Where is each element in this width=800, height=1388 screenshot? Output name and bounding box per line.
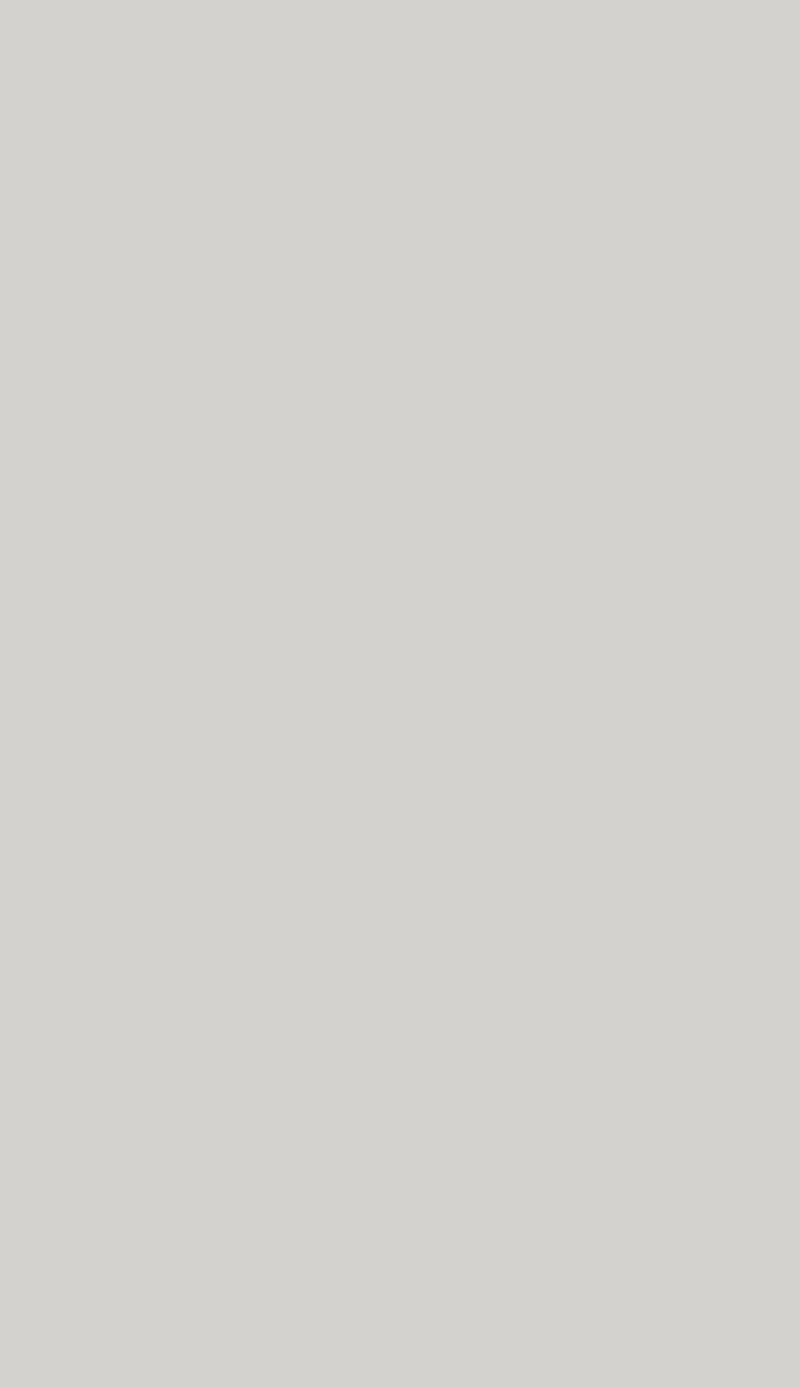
- statistics-table: [0, 140, 800, 206]
- running-header: [0, 92, 800, 122]
- carryover-rows: [0, 140, 800, 206]
